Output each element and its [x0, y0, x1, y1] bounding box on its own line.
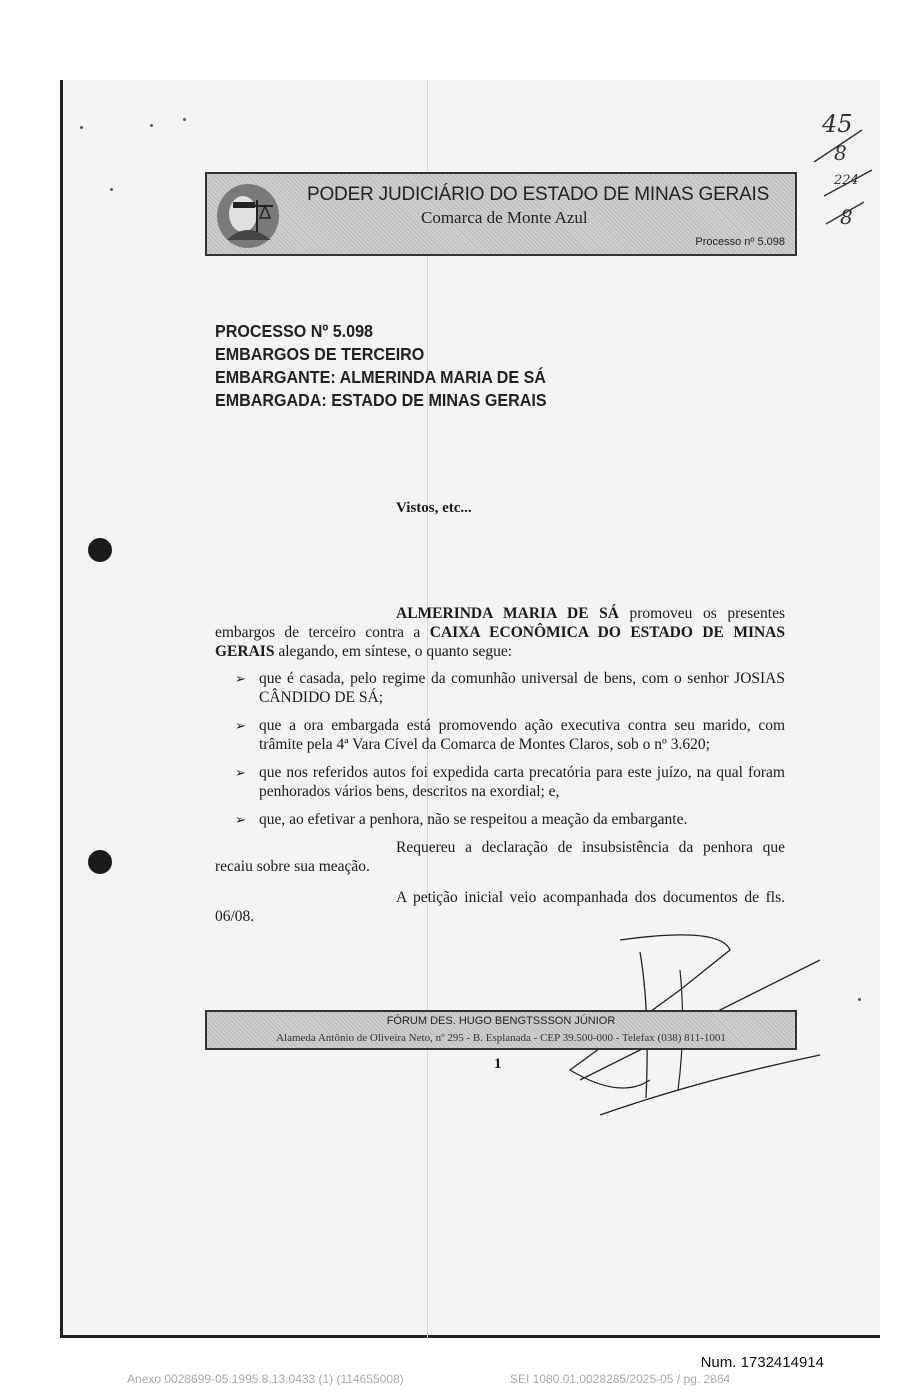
case-type: EMBARGOS DE TERCEIRO: [215, 344, 425, 364]
court-header: [205, 172, 797, 256]
list-item: ➢ que nos referidos autos foi expedida carta precatória para este juízo, na qual foram penhorados vários bens, descritos na exordial; e,: [235, 764, 785, 800]
scan-speck: [80, 126, 83, 129]
sei-reference: SEI 1080.01.0028285/2025-05 / pg. 2864: [510, 1372, 731, 1386]
case-process: PROCESSO Nº 5.098: [215, 321, 374, 341]
embargante-name: ALMERINDA MARIA DE SÁ: [396, 605, 619, 622]
folio-line-3: 224: [834, 173, 859, 188]
case-embargada: EMBARGADA: ESTADO DE MINAS GERAIS: [215, 390, 547, 410]
scan-speck: [150, 124, 153, 127]
forum-name: FÓRUM DES. HUGO BENGTSSSON JÚNIOR: [386, 1015, 616, 1027]
court-title: PODER JUDICIÁRIO DO ESTADO DE MINAS GERAIS: [307, 184, 770, 205]
arrow-bullet-icon: ➢: [235, 718, 246, 733]
arrow-bullet-icon: ➢: [235, 812, 246, 827]
document-number: Num. 1732414914: [700, 1354, 824, 1371]
arrow-bullet-icon: ➢: [235, 765, 246, 780]
punch-hole: [88, 538, 112, 562]
forum-address: Alameda Antônio de Oliveira Neto, nº 295 - B. Esplanada - CEP 39.500-000 - Telefax (038) 811-1001: [276, 1032, 726, 1044]
list-item: ➢ que, ao efetivar a penhora, não se respeitou a meação da embargante.: [235, 811, 688, 828]
folio-line-4: 8: [840, 205, 853, 229]
scan-speck: [110, 188, 113, 191]
punch-hole: [88, 850, 112, 874]
folio-line-2: 8: [834, 141, 847, 165]
scan-speck: [858, 998, 861, 1001]
embargada-entity: CAIXA ECONÔMICA DO ESTADO DE MINAS GERAIS: [215, 624, 786, 660]
page-number: 1: [494, 1056, 502, 1072]
paragraph-request: Requereu a declaração de insubsistência da penhora que recaiu sobre sua meação.: [215, 839, 785, 875]
handwritten-folio-note: [800, 100, 890, 240]
case-info-block: [215, 320, 547, 412]
header-process-number: Processo nº 5.098: [695, 236, 785, 248]
list-item: ➢ que a ora embargada está promovendo ação executiva contra seu marido, com trâmite pela 4ª Vara Cível da Comarca de Montes Claros, sob o nº 3.620;: [235, 717, 785, 753]
annex-reference: Anexo 0028699-05.1995.8.13.0433 (1) (114655008): [127, 1372, 404, 1386]
arrow-bullet-icon: ➢: [235, 671, 246, 686]
case-embargante: EMBARGANTE: ALMERINDA MARIA DE SÁ: [215, 367, 546, 387]
paragraph-intro: ALMERINDA MARIA DE SÁ promoveu os presentes embargos de terceiro contra a CAIXA ECONÔMICA DO ESTADO DE MINAS GERAIS alegando, em síntese, o quanto segue:: [215, 605, 786, 660]
vistos-heading: Vistos, etc...: [396, 500, 472, 516]
court-footer: [205, 1010, 797, 1050]
court-comarca: Comarca de Monte Azul: [421, 208, 588, 227]
justice-emblem-icon: [215, 180, 281, 250]
allegations-list: [215, 669, 785, 829]
decision-body: [215, 604, 785, 926]
scan-speck: [183, 118, 186, 121]
list-item: ➢ que é casada, pelo regime da comunhão universal de bens, com o senhor JOSIAS CÂNDIDO DE SÁ;: [235, 670, 785, 706]
folio-line-1: 45: [822, 110, 853, 138]
paragraph-petition: A petição inicial veio acompanhada dos documentos de fls. 06/08.: [215, 889, 785, 925]
